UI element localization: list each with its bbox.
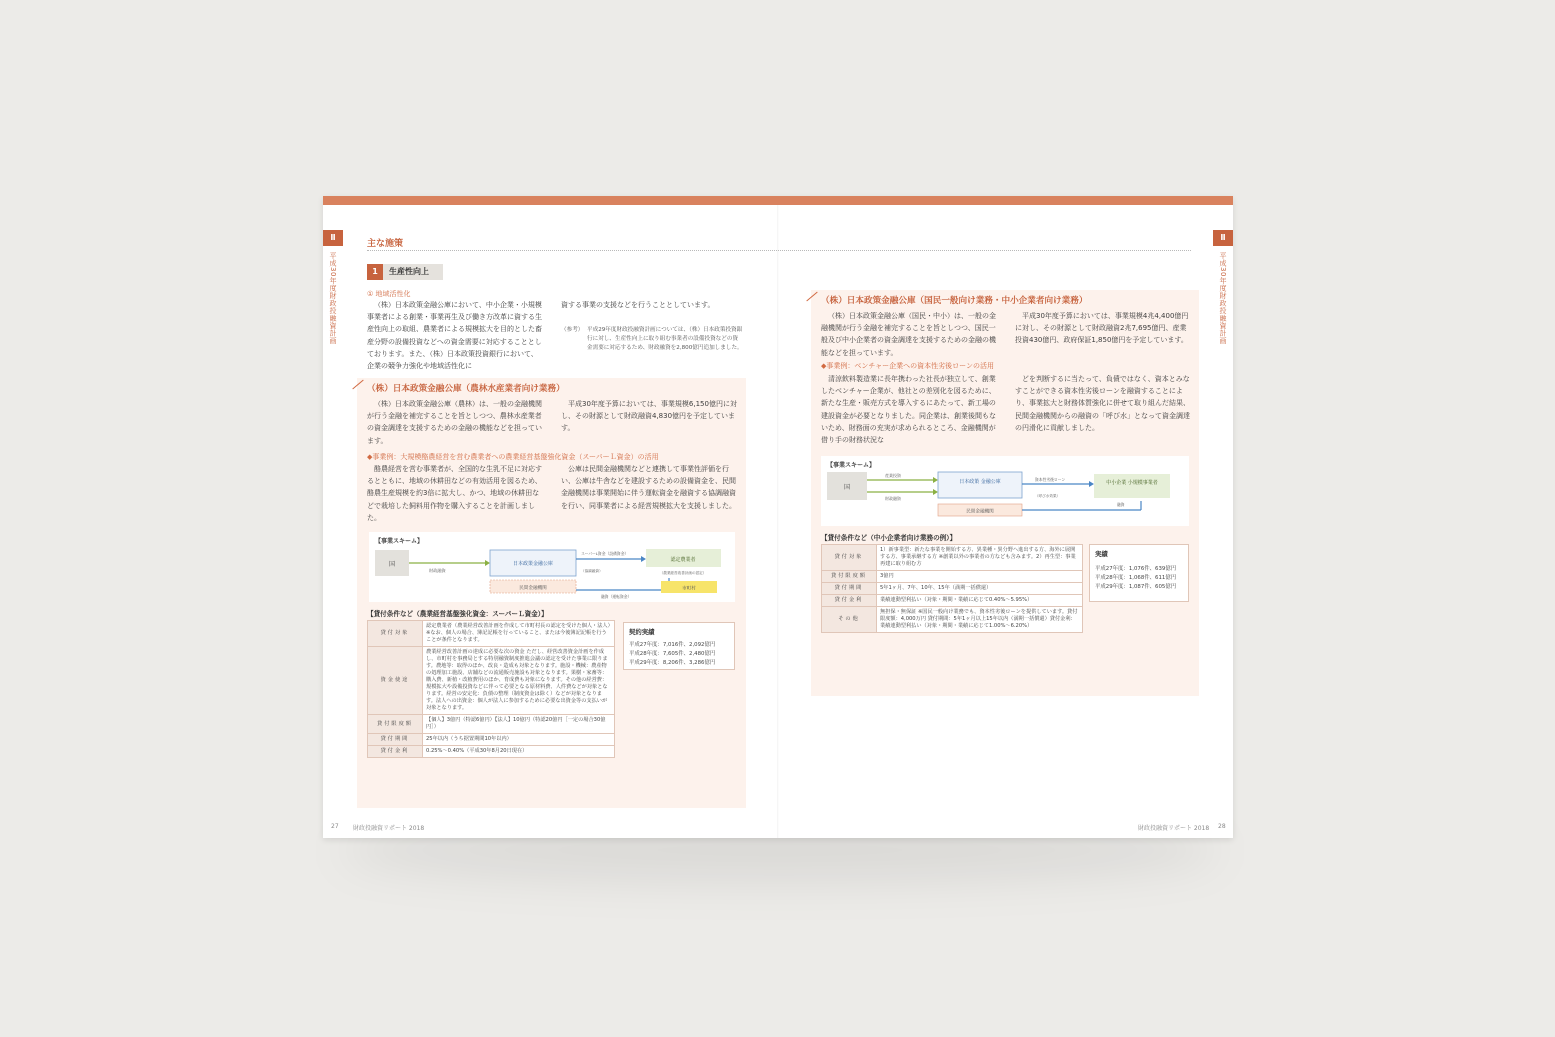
panel-agri: [357, 378, 746, 808]
scheme-title: 【事業スキーム】: [827, 462, 876, 469]
scheme-title: 【事業スキーム】: [375, 538, 424, 545]
row-value: 3億円: [877, 571, 1083, 583]
conditions-table-left: [367, 620, 615, 758]
row-label: 貸付金利: [822, 595, 877, 607]
page-number-left: 27: [331, 823, 339, 830]
panel-col2-text: 平成30年度予算においては、事業規模6,150億円に対し、その財源として財政融資4,830億円を予定しています。: [561, 400, 737, 433]
table-row: [822, 571, 1083, 583]
case-col1-text: 清涼飲料製造業に長年携わった社長が独立して、創業したベンチャー企業が、他社との差別化を図るために、新たな生産・販売方式を導入するにあたって、新工場の建設資金が必要となりました。同企業は、創業後間もないため、財務面の充実が求められるところ、金融機関が借り手の財務状況な: [821, 375, 996, 445]
row-label: 貸付期間: [822, 583, 877, 595]
panel-col1-text: （株）日本政策金融公庫（農林）は、一般の金融機関が行う金融を補完することを旨としつつ、農林水産業者の資金調達を支援するための金融の機能などを担っています。: [367, 400, 542, 445]
panel-col2: [1015, 310, 1191, 347]
conditions-table-right: [821, 544, 1083, 633]
table-row: [822, 545, 1083, 571]
label-koko: 日本政策金融公庫: [512, 561, 554, 567]
results-line: 平成29年度：1,087件、605億円: [1095, 584, 1177, 590]
case-heading: ◆事業例：ベンチャー企業への資本性劣後ローンの活用: [821, 362, 995, 370]
case-col2-text: どを判断するに当たって、負債ではなく、資本とみなすことができる資本性劣後ローンを融資することにより、事業拡大と財務体質強化に併せて取り組んだ結果、民間金融機関からの融資の「呼び水」となって資金調達の円滑化に貢献しました。: [1015, 375, 1190, 432]
panel-title: （株）日本政策金融公庫（国民一般向け業務・中小企業者向け業務）: [821, 296, 1088, 306]
label-kyocho: （協調融資）: [581, 569, 603, 573]
intro-paragraph: （株）日本政策金融公庫において、中小企業・小規模事業者による創業・事業再生及び働き方改革に資する生産性向上の取組、農業者による規模拡大を目的とした畜産分野の設備投資などへの資金需要に対応することとしております。また、（株）日本政策投資銀行において、企業の競争力強化や地域活性化に: [367, 301, 542, 371]
row-label: 資金使途: [368, 647, 423, 715]
label-city: 市町村: [682, 586, 696, 592]
case-col2-text: 公庫は民間金融機関などと連携して事業性評価を行い、公庫は牛舎などを建設するための設備資金を、民間金融機関は事業開始に伴う運転資金を融資する協調融資を行い、同事業者による経営規模拡大を支援しました。: [561, 465, 736, 510]
row-value: 農業経営改善計画の達成に必要な次の資金 ただし、経営改善資金計画を作成し、市町村を事務局とする特別融資制度推進会議の認定を受けた事業に限ります。農地等：取得のほか、改良・造成も対象となります。施設・機械：農産物の処理加工施設、店舗などの流通販売施設も対象となります。果樹・家畜等：購入費、新植・改植費用のほか、育成費も対象になります。その他の経営費：規模拡大や設備投資などに伴って必要となる原材料費、人件費などが対象となります。経営の安定化：負債の整理（制度資金は除く）などが対象となります。法人への出資金：個人が法人に参加するために必要な出資金等の支払いが対象となります。: [423, 647, 615, 715]
results-title: 実績: [1095, 550, 1108, 558]
arrowhead-zaisei: [933, 489, 938, 495]
label-minkan: 民間金融機関: [966, 509, 994, 515]
row-label: 貸付対象: [368, 621, 423, 647]
label-minkan: 民間金融機関: [519, 586, 547, 591]
panel-col1: [367, 398, 545, 447]
magazine-spread: [323, 196, 1233, 838]
row-value: 0.25%～0.40%（平成30年8月20日現在）: [423, 746, 615, 758]
conditions-title: 【貸付条件など（農業経営基盤強化資金：スーパーＬ資金）】: [367, 610, 548, 618]
results-line: 平成29年度：8,206件、3,286億円: [629, 660, 716, 666]
table-row: [822, 607, 1083, 633]
case-col2: [1015, 373, 1191, 434]
row-value: 業績連動型利払い（対象・期間・業績に応じて0.40%～5.95%）: [877, 595, 1083, 607]
heading-number: 1: [367, 264, 383, 280]
table-row: [368, 715, 615, 734]
intro-col2: 資する事業の支援などを行うこととしています。: [561, 301, 715, 309]
side-title-right: 平成30年度財政投融資計画: [1219, 252, 1227, 345]
table-row: [822, 583, 1083, 595]
row-label: 貸付金利: [368, 746, 423, 758]
label-shihon: 資本性劣後ローン: [1035, 477, 1066, 482]
label-koko: 日本政策 金融公庫: [959, 479, 1001, 485]
scheme-diagram-right: [821, 456, 1189, 526]
results-line: 平成27年度：7,016件、2,092億円: [629, 642, 716, 648]
row-value: 25年以内（うち据置期間10年以内）: [423, 734, 615, 746]
panel-col1: [821, 310, 997, 359]
arrowhead-shihon: [1089, 481, 1094, 487]
title-slash-mark: [806, 292, 817, 302]
panel-col2: [561, 398, 737, 435]
row-label: その他: [822, 607, 877, 633]
arrowhead-superL: [641, 556, 646, 562]
side-title-left: 平成30年度財政投融資計画: [329, 252, 337, 345]
label-kuni: 国: [388, 561, 396, 568]
label-zaisei: 財政融資: [429, 568, 446, 573]
business-scheme-left: [369, 532, 735, 602]
chapter-tab-right: Ⅱ: [1213, 230, 1233, 246]
label-kuni: 国: [843, 484, 851, 491]
sub-heading: ① 地域活性化: [367, 290, 411, 298]
label-sme: 中小企業 小規模事業者: [1106, 480, 1158, 486]
case-col1: [821, 373, 997, 446]
top-accent-bar: [323, 196, 1233, 205]
footer-right: 財政投融資リポート 2018: [1138, 825, 1210, 832]
results-line: 平成27年度：1,076件、639億円: [1095, 566, 1177, 572]
panel-title: （株）日本政策金融公庫（農林水産業者向け業務）: [367, 384, 565, 394]
panel-sme: [811, 290, 1199, 696]
business-scheme-right: [821, 456, 1189, 526]
results-title: 契約実績: [629, 628, 655, 636]
panel-col1-text: （株）日本政策金融公庫（国民・中小）は、一般の金融機関が行う金融を補完することを旨としつつ、国民一般及び中小企業者の資金調達を支援するための金融の機能などを担っています。: [821, 312, 996, 357]
intro-col1: [367, 299, 543, 372]
conditions-title: 【貸付条件など（中小企業者向け業務の例）】: [821, 534, 957, 542]
table-row: [368, 647, 615, 715]
row-value: 1）新事業型：新たな事業を開始する方、異業種・異分野へ進出する方、海外に展開する方、事業承継する方 ※創業以外の事業者の方なども含みます。2）再生型：事業再建に取り組む方: [877, 545, 1083, 571]
spine-shadow: [777, 205, 779, 838]
label-yushi: 融資: [1117, 502, 1125, 507]
chapter-tab-left: Ⅱ: [323, 230, 343, 246]
box-koko: [938, 472, 1022, 498]
arrowhead-sangyo: [933, 477, 938, 483]
case-col1-text: 酪農経営を営む事業者が、全国的な生乳不足に対応するとともに、地域の休耕田などの有効活用を図るため、酪農生産規模を約3倍に拡大し、かつ、地域の休耕田などで栽培した飼料用作物を購入することを計画しました。: [367, 465, 542, 522]
table-row: [368, 734, 615, 746]
table-row: [368, 621, 615, 647]
title-slash-mark: [352, 380, 363, 390]
row-value: 無担保・無保証 ※国民一般向け業務でも、資本性劣後ローンを提供しています。貸付限度額：4,000万円 貸付期間：5年1ヶ月以上15年以内（満期一括償還）貸付金利：業績連動型利払い（対象・期間・業績に応じて1.00%～6.20%）: [877, 607, 1083, 633]
label-sangyo: 産業投資: [885, 473, 901, 478]
case-col2: [561, 463, 737, 512]
results-box-right: [1089, 544, 1189, 602]
panel-col2-text: 平成30年度予算においては、事業規模4兆4,400億円に対し、その財源として財政融資2兆7,695億円、産業投資430億円、政府保証1,850億円を予定しています。: [1015, 312, 1189, 345]
box-sme: [1094, 474, 1170, 498]
case-heading: ◆事業例：大規模酪農経営を営む農業者への農業経営基盤強化資金（スーパーＬ資金）の活用: [367, 453, 659, 461]
label-zaisei: 財政融資: [885, 496, 901, 501]
label-nintei: 認定農業者: [670, 557, 696, 563]
footer-left: 財政投融資リポート 2018: [353, 825, 425, 832]
page-number-right: 28: [1218, 823, 1226, 830]
row-value: 認定農業者（農業経営改善計画を作成して市町村長の認定を受けた個人・法人）※なお、個人の場合、簿記記帳を行っていること、または今後簿記記帳を行うことが条件となります。: [423, 621, 615, 647]
note-label: （参考）: [561, 327, 584, 333]
row-label: 貸付限度額: [368, 715, 423, 734]
scheme-diagram-left: [369, 532, 735, 602]
table-row: [822, 595, 1083, 607]
case-col1: [367, 463, 545, 524]
table-row: [368, 746, 615, 758]
heading-productivity: [367, 264, 443, 280]
label-superL: スーパーL資金（設備資金）: [581, 551, 629, 556]
results-line: 平成28年度：1,068件、611億円: [1095, 575, 1177, 581]
row-label: 貸付限度額: [822, 571, 877, 583]
section-heading: 主な施策: [367, 239, 404, 249]
note-text: 平成29年度財政投融資計画については、（株）日本政策投資銀行に対し、生産性向上に取り組む事業者の設備投資などの資金需要に対応するため、財政融資を2,800億円追加しました。: [587, 327, 743, 351]
row-label: 貸付対象: [822, 545, 877, 571]
section-divider: [367, 250, 1191, 251]
results-line: 平成28年度：7,605件、2,480億円: [629, 651, 716, 657]
label-nintei-note: （農業経営改善計画の認定）: [659, 571, 707, 575]
row-value: 【個人】3億円（特認6億円）【法人】10億円（特認20億円［一定の場合30億円］）: [423, 715, 615, 734]
row-value: 5年1ヶ月、7年、10年、15年（満期一括償還）: [877, 583, 1083, 595]
results-box-left: [623, 622, 735, 670]
row-label: 貸付期間: [368, 734, 423, 746]
heading-title: 生産性向上: [389, 267, 429, 276]
label-yobimizu: （呼び水効果）: [1035, 494, 1061, 498]
arrowhead-zaisei: [485, 560, 490, 566]
label-unten: 融資（運転資金）: [601, 594, 632, 599]
